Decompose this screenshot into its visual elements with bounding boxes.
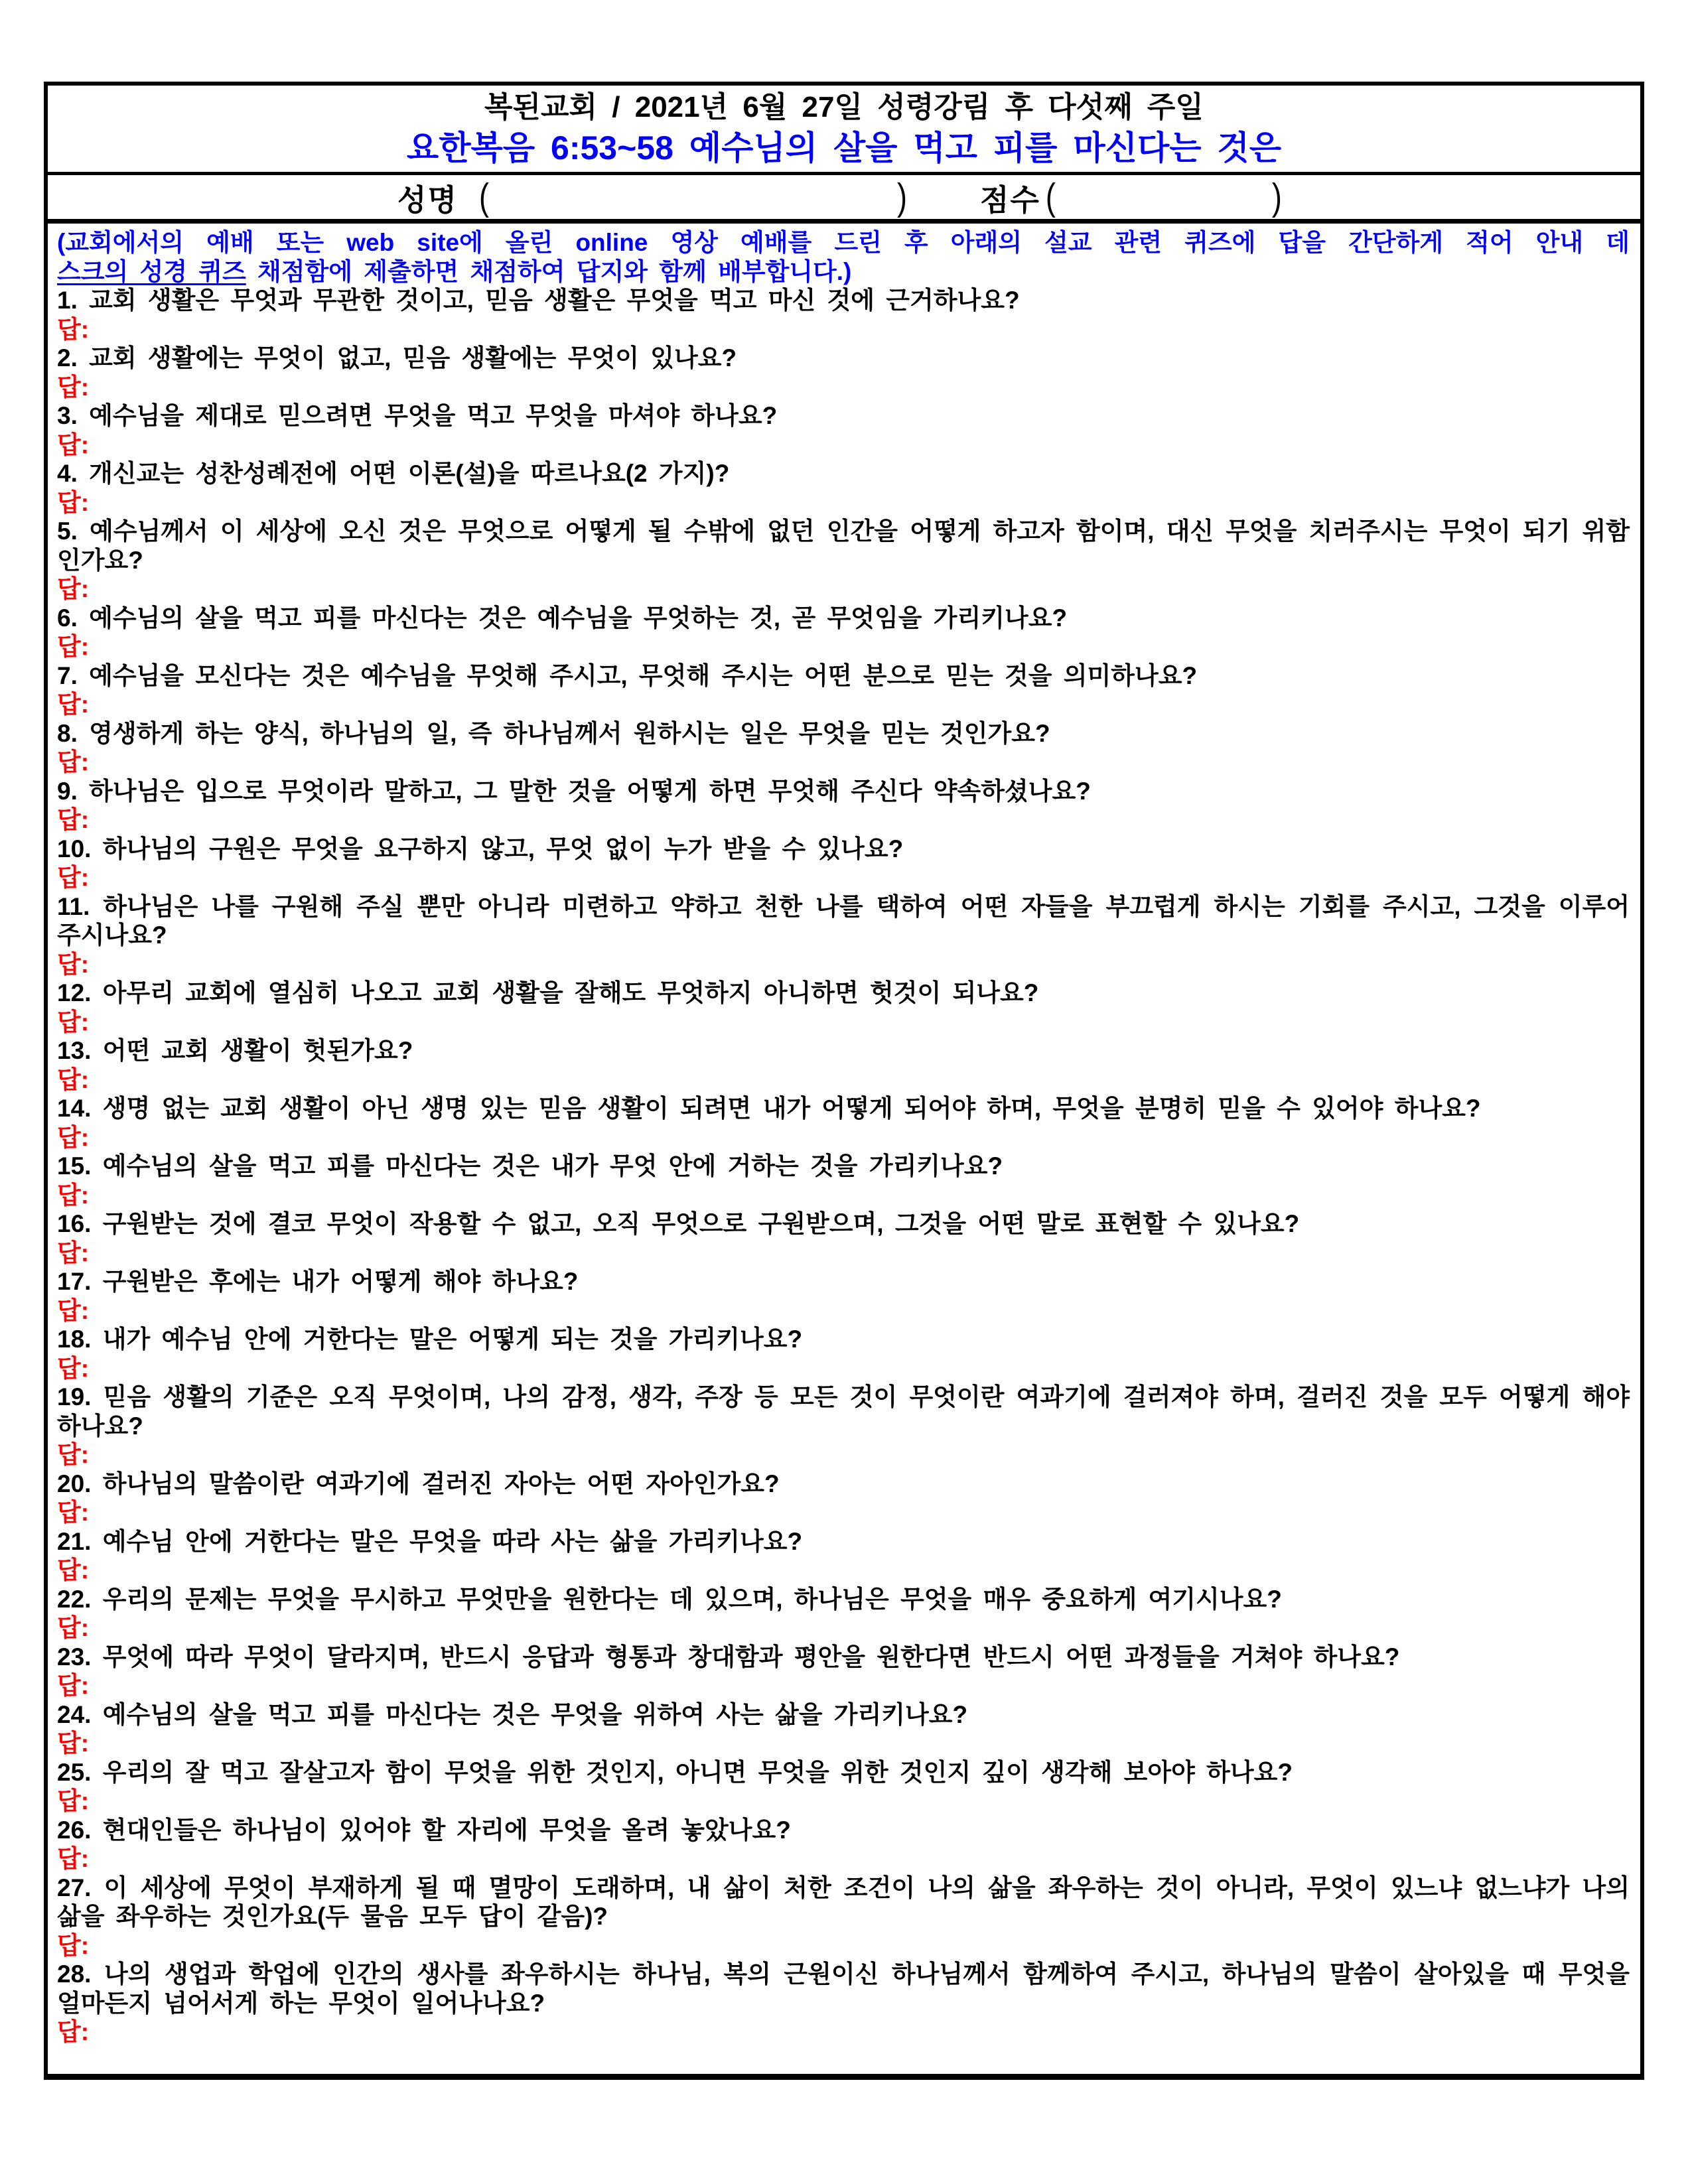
page-title: 복된교회 / 2021년 6월 27일 성령강림 후 다섯째 주일 xyxy=(484,91,1204,123)
answer-label: 답: xyxy=(57,1181,90,1209)
question-block xyxy=(57,719,1630,777)
name-score-row xyxy=(48,175,1640,224)
question-block xyxy=(57,1643,1630,1700)
questions-list xyxy=(57,286,1630,2047)
question-block xyxy=(57,1036,1630,1094)
question-block xyxy=(57,661,1630,719)
answer-label: 답: xyxy=(57,1672,90,1699)
name-input-area[interactable] xyxy=(489,180,897,214)
answer-label: 답: xyxy=(57,1441,90,1468)
question-text: 23. 무엇에 따라 무엇이 달라지며, 반드시 응답과 형통과 창대함과 평안을 원한다면 반드시 어떤 과정들을 거쳐야 하나요? xyxy=(57,1643,1400,1671)
question-block xyxy=(57,1209,1630,1267)
question-block xyxy=(57,1325,1630,1383)
score-open-paren: ( xyxy=(1045,175,1056,218)
answer-label: 답: xyxy=(57,1931,90,1959)
answer-label: 답: xyxy=(57,1123,90,1151)
question-block xyxy=(57,1700,1630,1758)
question-text: 21. 예수님 안에 거한다는 말은 무엇을 따라 사는 삶을 가리키나요? xyxy=(57,1527,803,1555)
question-text: 19. 믿음 생활의 기준은 오직 무엇이며, 나의 감정, 생각, 주장 등 모든 것이 무엇이란 여과기에 걸러져야 하며, 걸러진 것을 모두 어떻게 해야 하나요? xyxy=(57,1383,1630,1440)
question-block xyxy=(57,892,1630,979)
question-text: 4. 개신교는 성찬성례전에 어떤 이론(설)을 따르나요(2 가지)? xyxy=(57,460,730,487)
question-text: 12. 아무리 교회에 열심히 나오고 교회 생활을 잘해도 무엇하지 아니하면 헛것이 되나요? xyxy=(57,979,1039,1006)
question-text: 5. 예수님께서 이 세상에 오신 것은 무엇으로 어떻게 될 수밖에 없던 인간을 어떻게 하고자 함이며, 대신 무엇을 치러주시는 무엇이 되기 위함인가요? xyxy=(57,517,1630,574)
question-text: 1. 교회 생활은 무엇과 무관한 것이고, 믿음 생활은 무엇을 먹고 마신 것에 근거하나요? xyxy=(57,287,1020,314)
question-block xyxy=(57,1527,1630,1585)
question-block xyxy=(57,517,1630,604)
question-text: 11. 하나님은 나를 구원해 주실 뿐만 아니라 미련하고 약하고 천한 나를 택하여 어떤 자들을 부끄럽게 하시는 기회를 주시고, 그것을 이루어 주시나요? xyxy=(57,892,1630,949)
instructions-line2-rest: 채점함에 제출하면 채점하여 답지와 함께 배부합니다.) xyxy=(246,257,852,285)
question-block xyxy=(57,979,1630,1036)
question-text: 10. 하나님의 구원은 무엇을 요구하지 않고, 무엇 없이 누가 받을 수 있나요? xyxy=(57,835,904,862)
question-text: 3. 예수님을 제대로 믿으려면 무엇을 먹고 무엇을 마셔야 하나요? xyxy=(57,402,778,429)
answer-label: 답: xyxy=(57,950,90,978)
question-text: 28. 나의 생업과 학업에 인간의 생사를 좌우하시는 하나님, 복의 근원이신 하나님께서 함께하여 주시고, 하나님의 말씀이 살아있을 때 무엇을 얼마든지 넘어서게 하는 무엇이 일어나나요? xyxy=(57,1960,1630,2017)
question-block xyxy=(57,1758,1630,1816)
answer-label: 답: xyxy=(57,488,90,516)
answer-label: 답: xyxy=(57,1296,90,1324)
question-text: 15. 예수님의 살을 먹고 피를 마신다는 것은 내가 무엇 안에 거하는 것을 가리키나요? xyxy=(57,1152,1003,1180)
answer-label: 답: xyxy=(57,691,90,718)
answer-label: 답: xyxy=(57,864,90,891)
question-text: 24. 예수님의 살을 먹고 피를 마신다는 것은 무엇을 위하여 사는 삶을 가리키나요? xyxy=(57,1700,968,1728)
question-block xyxy=(57,604,1630,661)
answer-label: 답: xyxy=(57,575,90,602)
answer-label: 답: xyxy=(57,1239,90,1266)
question-block xyxy=(57,1816,1630,1874)
quiz-body xyxy=(48,224,1640,2047)
question-text: 20. 하나님의 말씀이란 여과기에 걸러진 자아는 어떤 자아인가요? xyxy=(57,1469,780,1497)
question-block xyxy=(57,344,1630,401)
name-open-paren: ( xyxy=(478,175,489,218)
answer-label: 답: xyxy=(57,1354,90,1382)
question-text: 2. 교회 생활에는 무엇이 없고, 믿음 생활에는 무엇이 있나요? xyxy=(57,344,737,372)
question-block xyxy=(57,835,1630,892)
answer-label: 답: xyxy=(57,806,90,833)
header-section xyxy=(48,86,1640,175)
name-close-paren: ) xyxy=(896,175,907,218)
question-block xyxy=(57,1960,1630,2047)
instructions xyxy=(57,228,1630,286)
instructions-underlined-phrase: 스크의 성경 퀴즈 xyxy=(57,257,246,285)
question-text: 16. 구원받는 것에 결코 무엇이 작용할 수 없고, 오직 무엇으로 구원받으며, 그것을 어떤 말로 표현할 수 있나요? xyxy=(57,1210,1300,1237)
question-block xyxy=(57,1094,1630,1152)
answer-label: 답: xyxy=(57,1008,90,1036)
question-text: 26. 현대인들은 하나님이 있어야 할 자리에 무엇을 올려 놓았나요? xyxy=(57,1816,791,1844)
score-label: 점수 xyxy=(979,182,1040,217)
question-block xyxy=(57,1469,1630,1527)
answer-label: 답: xyxy=(57,315,90,343)
question-text: 14. 생명 없는 교회 생활이 아닌 생명 있는 믿음 생활이 되려면 내가 어떻게 되어야 하며, 무엇을 분명히 믿을 수 있어야 하나요? xyxy=(57,1095,1481,1122)
question-block xyxy=(57,286,1630,344)
question-text: 6. 예수님의 살을 먹고 피를 마신다는 것은 예수님을 무엇하는 것, 곧 무엇임을 가리키나요? xyxy=(57,604,1068,632)
question-block xyxy=(57,777,1630,835)
score-close-paren: ) xyxy=(1271,175,1282,218)
answer-label: 답: xyxy=(57,1787,90,1814)
quiz-sheet xyxy=(44,82,1644,2080)
answer-label: 답: xyxy=(57,633,90,660)
answer-label: 답: xyxy=(57,1730,90,1757)
question-text: 13. 어떤 교회 생활이 헛된가요? xyxy=(57,1037,413,1064)
answer-label: 답: xyxy=(57,373,90,401)
question-text: 8. 영생하게 하는 양식, 하나님의 일, 즉 하나님께서 원하시는 일은 무엇을 믿는 것인가요? xyxy=(57,719,1050,747)
answer-label: 답: xyxy=(57,1499,90,1526)
question-block xyxy=(57,1267,1630,1325)
question-text: 27. 이 세상에 무엇이 부재하게 될 때 멸망이 도래하며, 내 삶이 처한 조건이 나의 삶을 좌우하는 것이 아니라, 무엇이 있느냐 없느냐가 나의 삶을 좌우하는 것인가요(두 물음 모두 답이 같음)? xyxy=(57,1874,1630,1930)
question-text: 22. 우리의 문제는 무엇을 무시하고 무엇만을 원한다는 데 있으며, 하나님은 무엇을 매우 중요하게 여기시나요? xyxy=(57,1585,1282,1613)
answer-label: 답: xyxy=(57,2018,90,2045)
question-text: 9. 하나님은 입으로 무엇이라 말하고, 그 말한 것을 어떻게 하면 무엇해 주신다 약속하셨나요? xyxy=(57,777,1091,805)
question-text: 18. 내가 예수님 안에 거한다는 말은 어떻게 되는 것을 가리키나요? xyxy=(57,1326,803,1353)
answer-label: 답: xyxy=(57,1845,90,1872)
page-subtitle: 요한복음 6:53~58 예수님의 살을 먹고 피를 마신다는 것은 xyxy=(406,129,1282,167)
answer-label: 답: xyxy=(57,748,90,776)
instructions-line2 xyxy=(57,257,1630,287)
question-text: 25. 우리의 잘 먹고 잘살고자 함이 무엇을 위한 것인지, 아니면 무엇을 위한 것인지 깊이 생각해 보아야 하나요? xyxy=(57,1758,1293,1786)
answer-label: 답: xyxy=(57,431,90,458)
score-input-area[interactable] xyxy=(1056,180,1272,214)
name-label: 성명 xyxy=(397,182,458,217)
question-block xyxy=(57,1585,1630,1643)
question-block xyxy=(57,1152,1630,1209)
question-block xyxy=(57,459,1630,517)
question-text: 7. 예수님을 모신다는 것은 예수님을 무엇해 주시고, 무엇해 주시는 어떤 분으로 믿는 것을 의미하나요? xyxy=(57,661,1198,689)
instructions-line1: (교회에서의 예배 또는 web site에 올린 online 영상 예배를 드린 후 아래의 설교 관련 퀴즈에 답을 간단하게 적어 안내 데 xyxy=(57,229,1630,256)
question-text: 17. 구원받은 후에는 내가 어떻게 해야 하나요? xyxy=(57,1268,579,1295)
question-block xyxy=(57,401,1630,459)
question-block xyxy=(57,1874,1630,1960)
question-block xyxy=(57,1383,1630,1469)
answer-label: 답: xyxy=(57,1614,90,1641)
answer-label: 답: xyxy=(57,1556,90,1584)
answer-label: 답: xyxy=(57,1065,90,1093)
